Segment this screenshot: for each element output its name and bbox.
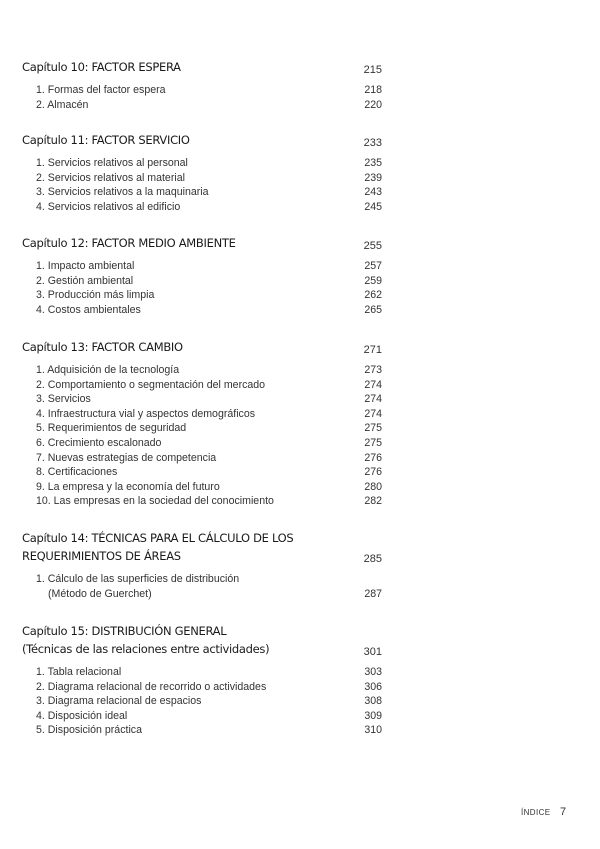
footer-label: ÍNDICE — [521, 808, 551, 817]
chapter-page: 215 — [363, 64, 382, 76]
chapter-title: Capítulo 11: FACTOR SERVICIO — [22, 133, 190, 147]
chapter-11 — [22, 131, 382, 214]
toc-item: 1. Formas del factor espera 218 — [36, 84, 382, 96]
toc-item: 1. Tabla relacional 303 — [36, 666, 382, 678]
chapter-page: 301 — [363, 646, 382, 658]
chapter-page: 285 — [363, 553, 382, 565]
chapter-title: Capítulo 15: DISTRIBUCIÓN GENERAL — [22, 624, 227, 638]
chapter-title-line2: (Técnicas de las relaciones entre actividades) — [22, 642, 270, 656]
chapter-header — [22, 58, 382, 76]
chapter-15 — [22, 622, 382, 738]
chapter-header — [22, 622, 382, 658]
chapter-page: 233 — [363, 137, 382, 149]
chapter-header — [22, 529, 382, 565]
chapter-title: Capítulo 12: FACTOR MEDIO AMBIENTE — [22, 236, 236, 250]
toc-item: 4. Disposición ideal 309 — [36, 709, 382, 722]
toc-item: 1. Impacto ambiental 257 — [36, 260, 382, 272]
toc-item: 1. Cálculo de las superficies de distribución — [36, 573, 240, 585]
chapter-title: Capítulo 14: TÉCNICAS PARA EL CÁLCULO DE LOS — [22, 531, 294, 545]
toc-item: 5. Requerimientos de seguridad 275 — [36, 422, 382, 435]
toc-item: (Método de Guerchet) 287 — [48, 587, 382, 600]
toc-item: 3. Producción más limpia 262 — [36, 289, 382, 302]
chapter-12 — [22, 234, 382, 317]
toc-item: 9. La empresa y la economía del futuro 280 — [36, 480, 382, 493]
toc-item: 4. Infraestructura vial y aspectos demográficos 274 — [36, 407, 382, 420]
toc-item: 4. Costos ambientales 265 — [36, 303, 382, 316]
toc-item: 1. Adquisición de la tecnología 273 — [36, 364, 382, 376]
chapter-page: 271 — [363, 344, 382, 356]
toc-item: 7. Nuevas estrategias de competencia 276 — [36, 451, 382, 464]
toc-item: 3. Servicios 274 — [36, 393, 382, 406]
toc-item: 2. Diagrama relacional de recorrido o actividades 306 — [36, 680, 382, 693]
page-number: 7 — [560, 806, 567, 818]
toc-item: 5. Disposición práctica 310 — [36, 724, 382, 737]
chapter-header — [22, 131, 382, 149]
toc-item: 1. Servicios relativos al personal 235 — [36, 157, 382, 169]
toc-item: 6. Crecimiento escalonado 275 — [36, 436, 382, 449]
toc-item: 2. Almacén 220 — [36, 98, 382, 111]
chapter-header — [22, 234, 382, 252]
toc-item: 2. Gestión ambiental 259 — [36, 274, 382, 287]
chapter-13 — [22, 338, 382, 509]
chapter-title: Capítulo 13: FACTOR CAMBIO — [22, 340, 183, 354]
toc-item: 4. Servicios relativos al edificio 245 — [36, 200, 382, 213]
toc-item: 2. Comportamiento o segmentación del mercado 274 — [36, 378, 382, 391]
chapter-title-line2: REQUERIMIENTOS DE ÁREAS — [22, 549, 181, 563]
chapter-page: 255 — [363, 240, 382, 252]
chapter-14 — [22, 529, 382, 601]
toc-item: 10. Las empresas en la sociedad del conocimiento 282 — [36, 495, 382, 508]
chapter-10 — [22, 58, 382, 112]
toc-item: 3. Diagrama relacional de espacios 308 — [36, 695, 382, 708]
chapter-title: Capítulo 10: FACTOR ESPERA — [22, 60, 181, 74]
toc-item: 3. Servicios relativos a la maquinaria 243 — [36, 186, 382, 199]
toc-item: 8. Certificaciones 276 — [36, 466, 382, 479]
toc-item: 2. Servicios relativos al material 239 — [36, 171, 382, 184]
chapter-header — [22, 338, 382, 356]
